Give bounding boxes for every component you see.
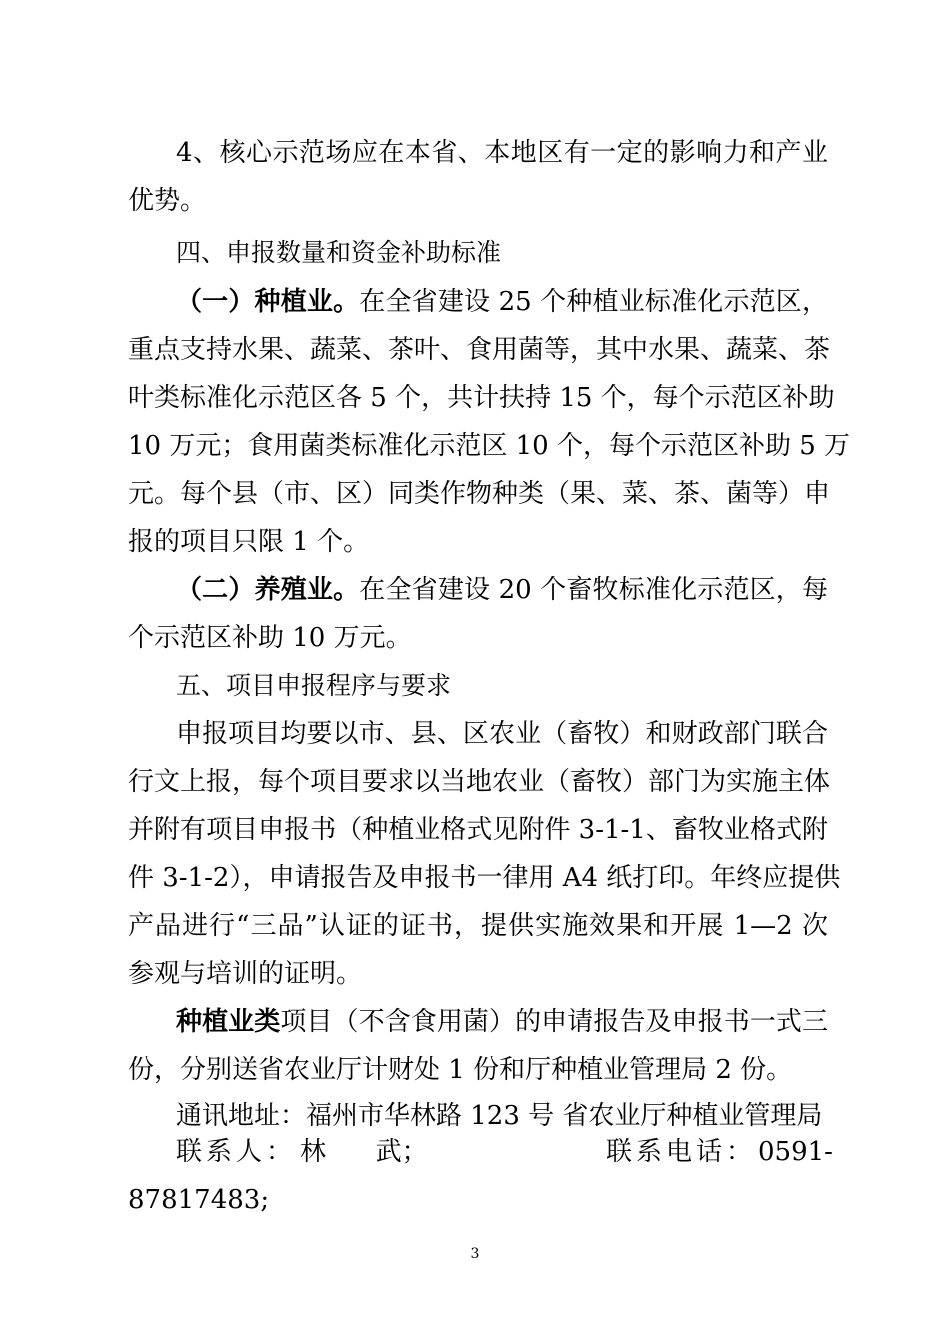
paragraph-4-line-1: 4、核心示范场应在本省、本地区有一定的影响力和产业 bbox=[176, 138, 828, 168]
planting-line-1 bbox=[176, 278, 828, 326]
page-number: 3 bbox=[470, 1246, 480, 1262]
planting-label: （一）种植业。 bbox=[176, 287, 360, 317]
planting-line-3: 叶类标准化示范区各 5 个，共计扶持 15 个，每个示范区补助 bbox=[128, 383, 835, 413]
planting-submission-line-2: 份，分别送省农业厅计财处 1 份和厅种植业管理局 2 份。 bbox=[128, 1055, 793, 1085]
paragraph-4-line-2: 优势。 bbox=[128, 186, 207, 216]
procedure-line-4: 件 3-1-2），申请报告及申报书一律用 A4 纸打印。年终应提供 bbox=[128, 863, 841, 893]
contact-phone-label: 联系电话： bbox=[606, 1137, 757, 1167]
planting-line-2: 重点支持水果、蔬菜、茶叶、食用菌等，其中水果、蔬菜、茶 bbox=[128, 335, 831, 365]
section-5-heading: 五、项目申报程序与要求 bbox=[176, 671, 452, 700]
breeding-line-2: 个示范区补助 10 万元。 bbox=[128, 623, 412, 653]
procedure-line-6: 参观与培训的证明。 bbox=[128, 959, 363, 989]
planting-submission-label: 种植业类 bbox=[176, 1007, 281, 1037]
breeding-line-1 bbox=[176, 566, 828, 614]
contact-phone-part-2: 87817483; bbox=[128, 1185, 270, 1215]
contact-person-label: 联系人： bbox=[176, 1137, 297, 1167]
breeding-line-1-text: 在全省建设 20 个畜牧标准化示范区，每 bbox=[359, 575, 828, 605]
planting-submission-line-1-text: 项目（不含食用菌）的申请报告及申报书一式三 bbox=[280, 1007, 828, 1037]
contact-address: 通讯地址：福州市华林路 123 号 省农业厅种植业管理局 bbox=[176, 1101, 823, 1131]
procedure-line-1: 申报项目均要以市、县、区农业（畜牧）和财政部门联合 bbox=[176, 719, 828, 749]
procedure-line-5: 产品进行“三品”认证的证书，提供实施效果和开展 1—2 次 bbox=[128, 911, 828, 941]
section-4-heading: 四、申报数量和资金补助标准 bbox=[176, 238, 502, 267]
contact-person-name: 林 武； bbox=[300, 1137, 428, 1167]
contact-phone-part-1: 0591- bbox=[758, 1137, 833, 1167]
planting-line-5: 元。每个县（市、区）同类作物种类（果、菜、茶、菌等）申 bbox=[128, 479, 831, 509]
procedure-line-2: 行文上报，每个项目要求以当地农业（畜牧）部门为实施主体 bbox=[128, 767, 831, 797]
planting-line-4: 10 万元；食用菌类标准化示范区 10 个，每个示范区补助 5 万 bbox=[128, 431, 851, 461]
procedure-line-3: 并附有项目申报书（种植业格式见附件 3-1-1、畜牧业格式附 bbox=[128, 815, 828, 845]
planting-line-1-text: 在全省建设 25 个种植业标准化示范区， bbox=[359, 287, 828, 317]
breeding-label: （二）养殖业。 bbox=[176, 575, 360, 605]
planting-submission-line-1 bbox=[176, 998, 828, 1046]
planting-line-6: 报的项目只限 1 个。 bbox=[128, 527, 370, 557]
